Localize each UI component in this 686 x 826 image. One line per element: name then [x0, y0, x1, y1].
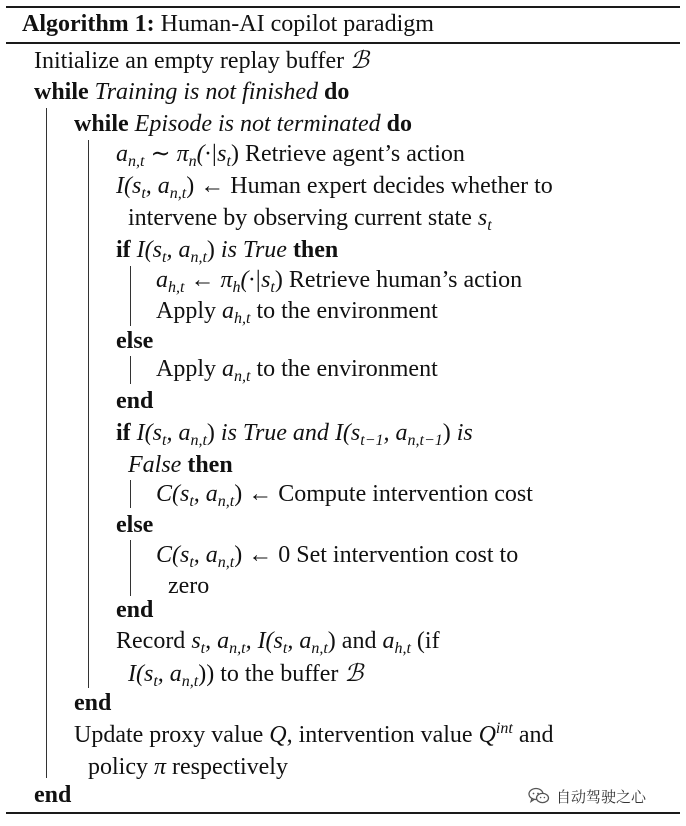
step-end-4: end — [34, 782, 72, 808]
scope-bar-inner-while — [88, 140, 89, 688]
step-while-outer: while Training is not finished do — [34, 79, 350, 105]
step-end-2: end — [116, 597, 154, 623]
step-human-action: $a_{h,t}$ ← $\pi_h(\cdot|s_t)$ Retrieve human’s action — [156, 267, 523, 296]
scope-bar-else-2 — [130, 540, 131, 596]
watermark-text: 自动驾驶之心 — [556, 787, 647, 806]
step-apply-agent: Apply $a_{n,t}$ to the environment — [156, 356, 438, 385]
step-if-1: if $I(s_t$, $a_{n,t}$) is True then — [116, 237, 339, 266]
scope-bar-else-1 — [130, 356, 131, 384]
algorithm-label: Algorithm 1: — [22, 11, 155, 37]
step-if-2-line-2: False then — [128, 452, 233, 478]
scope-bar-outer-while — [46, 108, 47, 778]
step-update-line-1: Update proxy value Q, intervention value $Q^{int}$ and — [74, 720, 554, 748]
bottom-rule — [6, 812, 680, 814]
step-cost-zero-line-2: zero — [168, 573, 210, 599]
step-intervene-line-1: $I(s_t$, $a_{n,t}$) ← Human expert decides whether to — [116, 173, 553, 202]
step-intervene-line-2: intervene by observing current state $s_t$ — [128, 205, 492, 234]
step-else-2: else — [116, 512, 154, 538]
caption-rule — [6, 42, 680, 44]
step-init: Initialize an empty replay buffer ℬ — [34, 46, 369, 74]
watermark — [528, 785, 646, 807]
step-end-3: end — [74, 690, 112, 716]
step-else-1: else — [116, 328, 154, 354]
algorithm-caption — [22, 10, 434, 38]
step-while-inner: while Episode is not terminated do — [74, 111, 413, 137]
step-if-2-line-1: if $I(s_t$, $a_{n,t}$) is True and $I(s_{t-1}$, $a_{n,t-1}$) is — [116, 420, 473, 449]
step-agent-action: $a_{n,t}$ ∼ $\pi_n(\cdot|s_t)$ Retrieve agent’s action — [116, 141, 465, 170]
algorithm-title: Human-AI copilot paradigm — [160, 11, 434, 37]
step-end-1: end — [116, 388, 154, 414]
wechat-icon — [528, 787, 550, 805]
scope-bar-if-1 — [130, 266, 131, 326]
step-apply-human: Apply $a_{h,t}$ to the environment — [156, 298, 438, 327]
top-rule — [6, 6, 680, 8]
step-record-line-2: $I(s_t$, $a_{n,t}$)) to the buffer ℬ — [128, 659, 364, 690]
step-record-line-1: Record $s_t$, $a_{n,t}$, $I(s_t$, $a_{n,t}$) and $a_{h,t}$ (if — [116, 628, 440, 657]
scope-bar-if-2 — [130, 480, 131, 508]
step-cost-zero-line-1: $C(s_t$, $a_{n,t}$) ← 0 Set intervention cost to — [156, 542, 519, 571]
step-update-line-2: policy π respectively — [88, 754, 288, 780]
step-cost-compute: $C(s_t$, $a_{n,t}$) ← Compute intervention cost — [156, 481, 533, 510]
